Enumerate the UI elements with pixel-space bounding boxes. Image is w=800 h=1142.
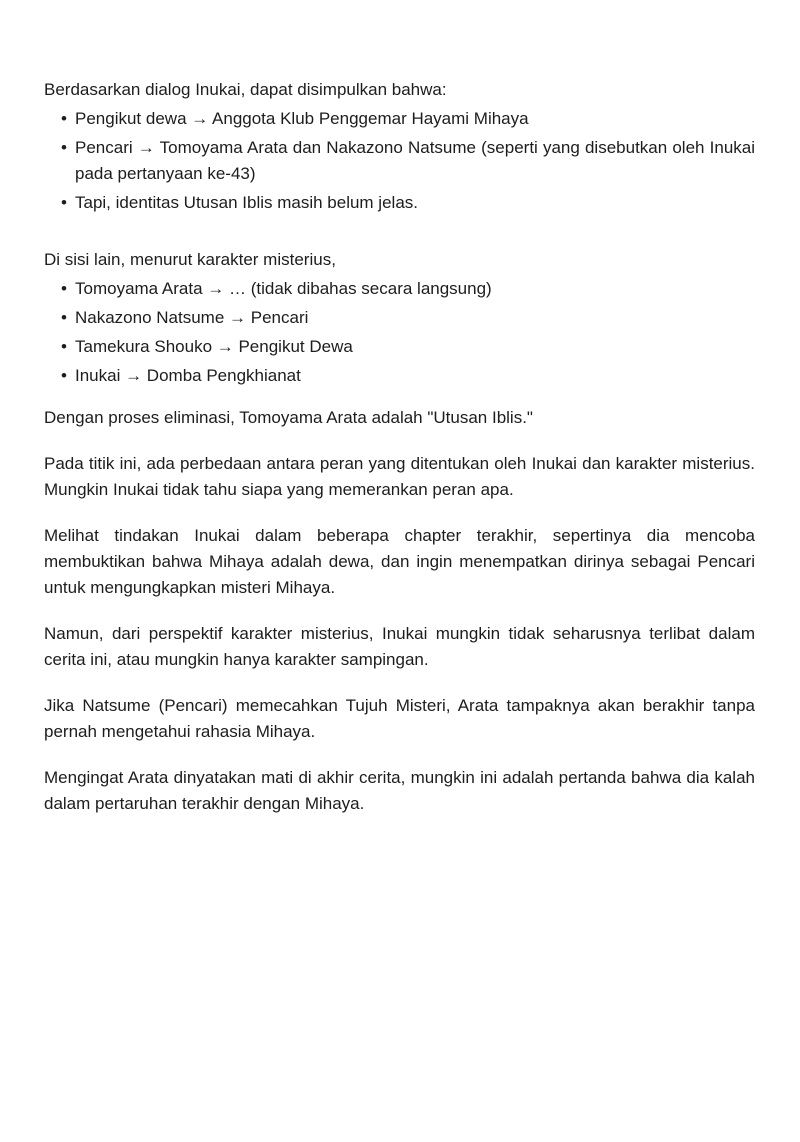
bullet-item: • Pengikut dewa → Anggota Klub Penggemar Hayami Mihaya (75, 106, 755, 132)
bullet-item: • Tamekura Shouko → Pengikut Dewa (75, 334, 755, 360)
paragraph: Jika Natsume (Pencari) memecahkan Tujuh Misteri, Arata tampaknya akan berakhir tanpa pernah mengetahui rahasia Mihaya. (44, 696, 755, 741)
paragraph: Melihat tindakan Inukai dalam beberapa chapter terakhir, sepertinya dia mencoba membuktikan bahwa Mihaya adalah dewa, dan ingin menempatkan dirinya sebagai Pencari untuk mengungkapkan misteri Mihaya. (44, 526, 755, 597)
body-paragraphs (44, 405, 755, 817)
bullet-item: • Inukai → Domba Pengkhianat (75, 363, 755, 389)
section1-bullet-list (44, 106, 755, 216)
section1-intro: Berdasarkan dialog Inukai, dapat disimpulkan bahwa: (44, 80, 447, 99)
paragraph: Mengingat Arata dinyatakan mati di akhir cerita, mungkin ini adalah pertanda bahwa dia kalah dalam pertaruhan terakhir dengan Mihaya. (44, 768, 755, 813)
bullet-item: • Nakazono Natsume → Pencari (75, 305, 755, 331)
paragraph: Namun, dari perspektif karakter misterius, Inukai mungkin tidak seharusnya terlibat dalam cerita ini, atau mungkin hanya karakter sampingan. (44, 624, 755, 669)
bullet-item: • Pencari → Tomoyama Arata dan Nakazono Natsume (seperti yang disebutkan oleh Inukai pada pertanyaan ke-43) (75, 135, 755, 187)
paragraph: Pada titik ini, ada perbedaan antara peran yang ditentukan oleh Inukai dan karakter misterius. Mungkin Inukai tidak tahu siapa yang memerankan peran apa. (44, 454, 755, 499)
paragraph: Dengan proses eliminasi, Tomoyama Arata adalah "Utusan Iblis." (44, 408, 533, 427)
bullet-item: • Tapi, identitas Utusan Iblis masih belum jelas. (75, 190, 755, 216)
section2-intro: Di sisi lain, menurut karakter misterius, (44, 250, 336, 269)
section2-bullet-list (44, 276, 755, 389)
bullet-item: • Tomoyama Arata → … (tidak dibahas secara langsung) (75, 276, 755, 302)
